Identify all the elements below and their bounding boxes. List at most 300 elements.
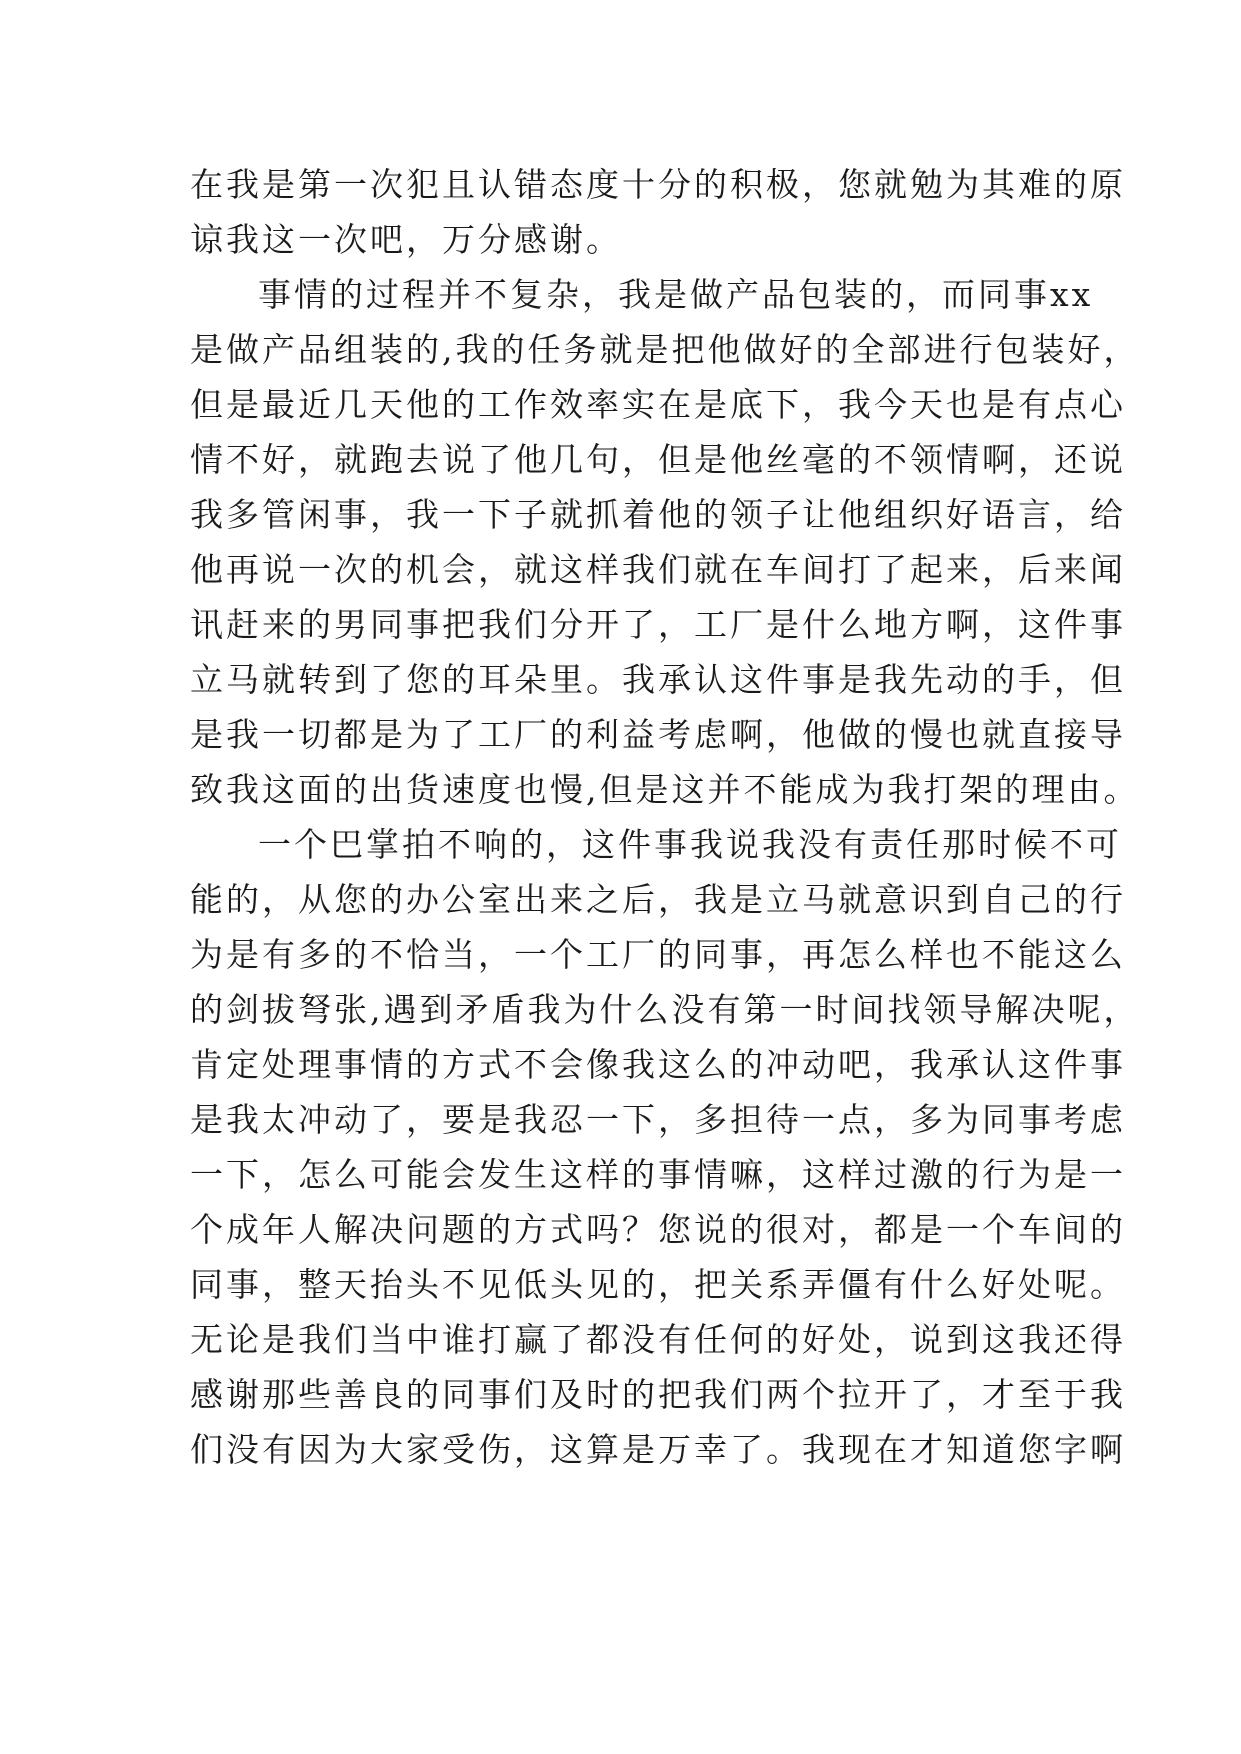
text-glyph: 几: [334, 385, 370, 424]
text-glyph: 们: [514, 605, 550, 644]
text-glyph: 厂: [622, 935, 658, 974]
text-glyph: 有: [874, 1265, 910, 1304]
text-glyph: 责: [870, 825, 906, 864]
text-glyph: 才: [910, 1430, 946, 1469]
text-glyph: ，: [370, 495, 406, 534]
text-glyph: 一: [298, 550, 334, 589]
text-glyph: 把: [442, 605, 478, 644]
text-glyph: 跑: [370, 440, 406, 479]
text-glyph: 的: [298, 605, 334, 644]
text-glyph: 啊: [730, 715, 766, 754]
text-glyph: 我: [874, 660, 910, 699]
text-glyph: 产: [262, 330, 298, 369]
text-glyph: 让: [802, 495, 838, 534]
text-glyph: 我: [887, 770, 924, 809]
text-glyph: 多: [694, 1100, 730, 1139]
text-glyph: 包: [798, 275, 834, 314]
text-glyph: 机: [406, 550, 442, 589]
text-glyph: 不: [514, 1045, 550, 1084]
text-glyph: 您: [406, 660, 442, 699]
text-glyph: 没: [798, 825, 834, 864]
text-glyph: 掌: [366, 825, 402, 864]
text-glyph: 事: [1090, 605, 1126, 644]
text-glyph: 也: [946, 715, 982, 754]
text-glyph: 会: [550, 1045, 586, 1084]
text-glyph: ,: [442, 330, 456, 369]
text-glyph: 事: [658, 1155, 694, 1194]
text-glyph: 厂: [514, 715, 550, 754]
text-glyph: 赢: [514, 1320, 550, 1359]
text-glyph: 遇: [383, 990, 420, 1029]
text-glyph: 过: [366, 275, 402, 314]
text-glyph: 是: [635, 770, 672, 809]
text-line: [190, 1425, 1126, 1480]
text-glyph: 作: [514, 385, 550, 424]
text-glyph: xx: [1050, 275, 1094, 314]
text-glyph: ，: [802, 165, 838, 204]
text-glyph: 能: [1018, 935, 1054, 974]
text-glyph: 处: [262, 1045, 298, 1084]
text-glyph: 积: [730, 165, 766, 204]
text-glyph: 的: [406, 1045, 442, 1084]
text-glyph: 没: [226, 1430, 262, 1469]
text-glyph: 装: [1031, 330, 1068, 369]
text-glyph: 这: [671, 770, 708, 809]
text-glyph: 样: [838, 1155, 874, 1194]
text-glyph: ，: [874, 1045, 910, 1084]
text-glyph: 是: [262, 165, 298, 204]
text-glyph: 很: [766, 1210, 802, 1249]
text-glyph: 我: [514, 1100, 550, 1139]
text-glyph: 的: [658, 935, 694, 974]
text-glyph: 领: [923, 990, 960, 1029]
text-glyph: 我: [618, 275, 654, 314]
text-glyph: 言: [1018, 495, 1054, 534]
text-glyph: 先: [910, 660, 946, 699]
text-glyph: 间: [802, 550, 838, 589]
text-glyph: 打: [923, 770, 960, 809]
text-glyph: 理: [298, 1045, 334, 1084]
text-glyph: 良: [370, 1375, 406, 1414]
text-glyph: 当: [370, 1320, 406, 1359]
text-glyph: 我: [226, 770, 262, 809]
text-glyph: 品: [762, 275, 798, 314]
text-glyph: 无: [190, 1320, 226, 1359]
text-glyph: 说: [694, 1210, 730, 1249]
text-glyph: 十: [622, 165, 658, 204]
text-glyph: 架: [959, 770, 996, 809]
text-glyph: 事: [478, 1375, 514, 1414]
text-glyph: 为: [406, 715, 442, 754]
text-glyph: 知: [946, 1430, 982, 1469]
text-glyph: 导: [1090, 715, 1126, 754]
text-glyph: 恰: [406, 935, 442, 974]
text-glyph: 关: [730, 1265, 766, 1304]
text-glyph: 下: [226, 1155, 262, 1194]
text-glyph: 工: [694, 605, 730, 644]
text-glyph: 何: [730, 1320, 766, 1359]
text-glyph: 立: [190, 660, 226, 699]
text-glyph: 感: [190, 1375, 226, 1414]
text-glyph: 第: [298, 165, 334, 204]
text-glyph: 来: [946, 550, 982, 589]
text-glyph: 情: [694, 1155, 730, 1194]
text-glyph: 系: [766, 1265, 802, 1304]
text-glyph: 待: [766, 1100, 802, 1139]
text-glyph: 动: [802, 1045, 838, 1084]
text-glyph: 车: [1018, 1210, 1054, 1249]
text-glyph: 态: [550, 165, 586, 204]
text-glyph: 僵: [838, 1265, 874, 1304]
text-glyph: ，: [946, 1375, 982, 1414]
text-glyph: 生: [514, 1155, 550, 1194]
text-glyph: 再: [802, 935, 838, 974]
text-glyph: 分: [658, 165, 694, 204]
text-glyph: 是: [190, 715, 226, 754]
text-glyph: 的: [815, 330, 852, 369]
text-glyph: 这: [262, 770, 298, 809]
text-glyph: 决: [370, 1210, 406, 1249]
text-glyph: 一: [946, 1210, 982, 1249]
text-glyph: 到: [419, 990, 456, 1029]
text-glyph: 了: [442, 715, 478, 754]
text-glyph: 您: [334, 880, 370, 919]
text-glyph: 决: [1031, 990, 1068, 1029]
text-glyph: 的: [370, 880, 406, 919]
text-glyph: ，: [982, 550, 1018, 589]
text-glyph: 的: [730, 1210, 766, 1249]
text-glyph: 我: [694, 880, 730, 919]
text-glyph: 但: [599, 770, 636, 809]
text-glyph: 考: [1054, 1100, 1090, 1139]
text-glyph: 个: [190, 1210, 226, 1249]
text-glyph: 要: [442, 1100, 478, 1139]
text-glyph: 中: [406, 1320, 442, 1359]
text-glyph: 都: [874, 1210, 910, 1249]
text-glyph: 己: [1018, 880, 1054, 919]
text-glyph: 着: [622, 495, 658, 534]
text-glyph: 是: [654, 275, 690, 314]
text-glyph: 他: [658, 495, 694, 534]
text-glyph: 呢: [1067, 990, 1104, 1029]
text-glyph: 一: [262, 715, 298, 754]
text-glyph: 做: [838, 715, 874, 754]
text-glyph: 大: [370, 1430, 406, 1469]
text-glyph: 不: [1050, 825, 1086, 864]
text-glyph: 行: [1090, 880, 1126, 919]
text-glyph: 问: [406, 1210, 442, 1249]
text-glyph: 们: [190, 1430, 226, 1469]
text-glyph: 多: [226, 495, 262, 534]
text-glyph: 那: [942, 825, 978, 864]
text-glyph: 就: [694, 550, 730, 589]
text-glyph: 接: [1054, 715, 1090, 754]
text-glyph: 而: [942, 275, 978, 314]
text-glyph: 速: [442, 770, 478, 809]
text-glyph: 我: [298, 1320, 334, 1359]
text-glyph: 找: [887, 990, 924, 1029]
text-glyph: 说: [442, 440, 478, 479]
text-glyph: 什: [910, 1265, 946, 1304]
text-glyph: 他: [802, 715, 838, 754]
text-glyph: 不: [438, 825, 474, 864]
text-line: [190, 490, 1126, 545]
text-glyph: 是: [910, 1210, 946, 1249]
text-glyph: 率: [586, 385, 622, 424]
text-glyph: 这: [582, 825, 618, 864]
text-glyph: ，: [1103, 330, 1140, 369]
text-glyph: 吧: [838, 1045, 874, 1084]
text-glyph: 件: [1054, 1045, 1090, 1084]
text-glyph: 现: [838, 1430, 874, 1469]
text-glyph: 由: [1067, 770, 1104, 809]
text-glyph: 好: [802, 1320, 838, 1359]
text-glyph: ，: [262, 880, 298, 919]
text-glyph: ，: [658, 605, 694, 644]
text-glyph: 不: [370, 935, 406, 974]
text-glyph: 们: [658, 550, 694, 589]
text-glyph: ，: [874, 1100, 910, 1139]
text-glyph: 行: [959, 330, 996, 369]
text-glyph: 年: [262, 1210, 298, 1249]
text-glyph: 但: [658, 440, 694, 479]
text-glyph: 什: [599, 990, 636, 1029]
text-glyph: 动: [334, 1100, 370, 1139]
text-line: [190, 875, 1126, 930]
text-glyph: 起: [910, 550, 946, 589]
text-glyph: 间: [1054, 1210, 1090, 1249]
text-glyph: 的: [694, 165, 730, 204]
text-glyph: 样: [910, 935, 946, 974]
text-glyph: 于: [1054, 1375, 1090, 1414]
text-glyph: 的: [334, 770, 370, 809]
text-glyph: 就: [334, 440, 370, 479]
text-glyph: 面: [298, 770, 334, 809]
text-line: [190, 930, 1126, 985]
text-glyph: 及: [550, 1375, 586, 1414]
text-glyph: 担: [730, 1100, 766, 1139]
text-glyph: 事: [258, 275, 294, 314]
text-glyph: 忍: [550, 1100, 586, 1139]
text-glyph: 啊: [1090, 1430, 1126, 1469]
text-glyph: 了: [910, 1375, 946, 1414]
text-glyph: 他: [838, 495, 874, 534]
text-glyph: 时: [978, 825, 1014, 864]
text-line: [190, 600, 1126, 655]
text-glyph: 就: [262, 660, 298, 699]
text-glyph: ，: [478, 550, 514, 589]
text-glyph: 我: [226, 165, 262, 204]
text-glyph: 子: [514, 495, 550, 534]
text-glyph: 就: [874, 165, 910, 204]
text-glyph: ，: [582, 275, 618, 314]
text-glyph: 肯: [190, 1045, 226, 1084]
text-glyph: 的: [510, 825, 546, 864]
text-glyph: 一: [514, 935, 550, 974]
text-glyph: 的: [406, 330, 442, 369]
text-line: [190, 270, 1094, 325]
text-glyph: 他: [730, 440, 766, 479]
text-glyph: 马: [226, 660, 262, 699]
text-glyph: 不: [442, 1265, 478, 1304]
text-glyph: 张: [334, 990, 370, 1029]
text-glyph: 他: [406, 385, 442, 424]
text-glyph: 他: [514, 440, 550, 479]
text-glyph: 转: [298, 660, 334, 699]
text-glyph: 方: [442, 1045, 478, 1084]
text-glyph: 同: [442, 1375, 478, 1414]
text-glyph: 来: [550, 880, 586, 919]
text-glyph: 抓: [586, 495, 622, 534]
text-glyph: 开: [874, 1375, 910, 1414]
text-glyph: 事: [406, 605, 442, 644]
text-glyph: 原: [1090, 165, 1126, 204]
text-glyph: 把: [671, 330, 708, 369]
text-glyph: 实: [622, 385, 658, 424]
text-glyph: 为: [946, 1100, 982, 1139]
text-glyph: 但: [1090, 660, 1126, 699]
text-glyph: 有: [262, 1430, 298, 1469]
text-glyph: 时: [586, 1375, 622, 1414]
text-glyph: 情: [294, 275, 330, 314]
text-glyph: 剑: [226, 990, 262, 1029]
text-glyph: 们: [514, 1375, 550, 1414]
text-glyph: 虑: [694, 715, 730, 754]
text-glyph: 的: [1090, 1210, 1126, 1249]
text-glyph: 为: [563, 990, 600, 1029]
text-glyph: 度: [478, 770, 514, 809]
text-glyph: 的: [874, 715, 910, 754]
text-glyph: 但: [190, 385, 226, 424]
text-glyph: 里: [550, 660, 586, 699]
text-glyph: 么: [694, 1045, 730, 1084]
text-glyph: 拔: [262, 990, 298, 1029]
text-glyph: 抬: [370, 1265, 406, 1304]
text-glyph: 次: [334, 550, 370, 589]
text-glyph: 利: [586, 715, 622, 754]
text-glyph: 一: [802, 1100, 838, 1139]
text-glyph: 们: [334, 1320, 370, 1359]
text-glyph: 马: [802, 880, 838, 919]
text-glyph: 盾: [491, 990, 528, 1029]
text-glyph: 我: [690, 825, 726, 864]
text-glyph: 之: [586, 880, 622, 919]
text-glyph: 事: [334, 495, 370, 534]
text-glyph: 部: [887, 330, 924, 369]
text-glyph: 是: [226, 935, 262, 974]
text-glyph: 好: [262, 440, 298, 479]
text-line: [190, 1095, 1126, 1150]
text-glyph: 这: [1054, 935, 1090, 974]
text-glyph: 同: [370, 605, 406, 644]
text-glyph: 同: [190, 1265, 226, 1304]
text-glyph: 我: [622, 1045, 658, 1084]
text-glyph: 的: [334, 935, 370, 974]
text-glyph: 天: [910, 385, 946, 424]
text-glyph: 品: [298, 330, 334, 369]
text-glyph: 字: [1054, 1430, 1090, 1469]
text-glyph: 任: [694, 1320, 730, 1359]
text-glyph: 再: [226, 550, 262, 589]
text-glyph: 能: [406, 1155, 442, 1194]
text-glyph: 拉: [838, 1375, 874, 1414]
text-glyph: 您: [658, 1210, 694, 1249]
text-glyph: 是: [226, 385, 262, 424]
text-glyph: 时: [815, 990, 852, 1029]
text-glyph: 进: [923, 330, 960, 369]
text-glyph: 这: [658, 1045, 694, 1084]
text-glyph: 么: [946, 1265, 982, 1304]
text-glyph: ,: [370, 990, 384, 1029]
text-glyph: 什: [802, 605, 838, 644]
text-glyph: 候: [1014, 825, 1050, 864]
text-glyph: 为: [946, 165, 982, 204]
text-glyph: 几: [550, 440, 586, 479]
text-line: [190, 985, 1140, 1040]
text-glyph: 样: [586, 1155, 622, 1194]
text-line: [190, 710, 1126, 765]
text-glyph: 事: [1090, 1045, 1126, 1084]
text-glyph: 来: [1054, 550, 1090, 589]
text-glyph: 会: [442, 1155, 478, 1194]
text-glyph: 您: [838, 165, 874, 204]
text-glyph: 动: [946, 660, 982, 699]
text-line: [190, 1150, 1126, 1205]
text-glyph: 讯: [190, 605, 226, 644]
text-glyph: 两: [766, 1375, 802, 1414]
text-glyph: 好: [1067, 330, 1104, 369]
text-glyph: 有: [658, 1320, 694, 1359]
text-glyph: 把: [694, 1265, 730, 1304]
text-glyph: 人: [298, 1210, 334, 1249]
text-glyph: 在: [190, 165, 226, 204]
text-glyph: 到: [334, 660, 370, 699]
text-glyph: 情: [190, 440, 226, 479]
text-line: [190, 655, 1126, 710]
text-glyph: 。: [1103, 770, 1140, 809]
text-glyph: 天: [370, 385, 406, 424]
text-glyph: 在: [874, 1430, 910, 1469]
text-glyph: 领: [910, 440, 946, 479]
text-glyph: 我: [910, 1045, 946, 1084]
text-glyph: 导: [959, 990, 996, 1029]
text-glyph: 他: [707, 330, 744, 369]
text-glyph: 因: [298, 1430, 334, 1469]
text-glyph: 装: [370, 330, 406, 369]
text-glyph: 可: [1086, 825, 1122, 864]
text-glyph: ，: [766, 715, 802, 754]
text-glyph: 。: [766, 1430, 802, 1469]
text-glyph: 我: [455, 330, 492, 369]
text-glyph: 识: [910, 880, 946, 919]
text-glyph: 的: [1054, 880, 1090, 919]
text-glyph: 并: [707, 770, 744, 809]
text-glyph: 难: [1018, 165, 1054, 204]
text-glyph: ，: [838, 1210, 874, 1249]
text-glyph: 这: [550, 1155, 586, 1194]
text-glyph: 近: [298, 385, 334, 424]
text-glyph: 下: [478, 495, 514, 534]
text-glyph: 我: [226, 715, 262, 754]
text-glyph: 了: [874, 550, 910, 589]
text-glyph: 算: [586, 1430, 622, 1469]
text-glyph: 谁: [442, 1320, 478, 1359]
text-glyph: 是: [190, 1100, 226, 1139]
text-glyph: 说: [726, 825, 762, 864]
text-glyph: 间: [851, 990, 888, 1029]
text-glyph: 认: [694, 660, 730, 699]
text-glyph: 第: [743, 990, 780, 1029]
